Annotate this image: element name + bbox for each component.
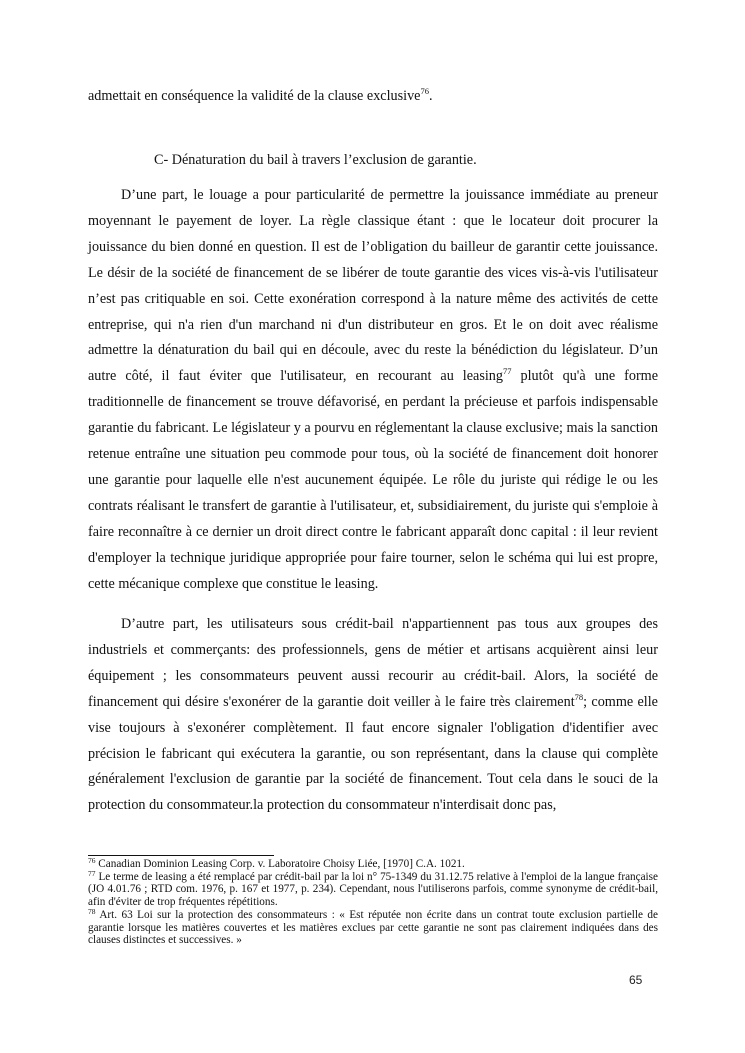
footnote-text: Canadian Dominion Leasing Corp. v. Laboratoire Choisy Liée, [1970] C.A. 1021. <box>95 858 465 870</box>
footnote-text: Le terme de leasing a été remplacé par crédit-bail par la loi n° 75-1349 du 31.12.75 relative à l'emploi de la langue française (JO 4.01.76 ; RTD com. 1976, p. 167 et 1977, p. 234). Cependant, nous l'utiliserons parfois, comme synonyme de crédit-bail, afin d'éviter de trop fréquentes répétitions. <box>88 870 658 909</box>
footnote-ref-76[interactable]: 76 <box>420 86 429 96</box>
paragraph-1-part-1: D’une part, le louage a pour particularité de permettre la jouissance immédiate au preneur moyennant le payement de loyer. La règle classique étant : que le locateur doit procurer la jouissance du bien donné en question. Il est de l’obligation du bailleur de garantir cette jouissance. Le désir de la société de financement de se libérer de toute garantie des vices vis-à-vis l'utilisateur n’est pas critiquable en soi. Cette exonération correspond à la nature même des activités de cette entreprise, qui n'a rien d'un marchand ni d'un distributeur en gros. Et le on doit avec réalisme admettre la dénaturation du bail qui en découle, avec du reste la bénédiction du législateur. D’un autre côté, il faut éviter que l'utilisateur, en recourant au leasing <box>88 187 658 385</box>
footnotes <box>88 858 658 947</box>
paragraph-2-part-1: D’autre part, les utilisateurs sous crédit-bail n'appartiennent pas tous aux groupes des industriels et commerçants: des professionnels, gens de métier et artisans acquièrent ainsi leur équipement ; les consommateurs peuvent aussi recourir au crédit-bail. Alors, la société de financement qui désire s'exonérer de la garantie doit veiller à le faire très clairement <box>88 616 658 710</box>
footnote-ref-77[interactable]: 77 <box>503 366 512 377</box>
intro-text: admettait en conséquence la validité de la clause exclusive <box>88 88 421 104</box>
footnote-text: Art. 63 Loi sur la protection des consommateurs : « Est réputée non écrite dans un contrat toute exclusion partielle de garantie lorsque les matières couvertes et les matières exclues par cette garantie ne sont pas clairement indiquées dans des clauses distinctes et successives. » <box>88 908 658 947</box>
footnote-77 <box>88 868 658 909</box>
intro-end: . <box>428 88 433 104</box>
footnote-number: 78 <box>88 906 96 916</box>
footnote-ref-78[interactable]: 78 <box>574 691 584 702</box>
paragraph-2 <box>88 612 658 819</box>
footnote-separator <box>88 855 274 856</box>
paragraph-1 <box>88 183 658 598</box>
intro-line <box>88 84 658 110</box>
footnote-number: 76 <box>88 856 96 865</box>
section-heading: C- Dénaturation du bail à travers l’exclusion de garantie. <box>154 152 477 168</box>
page-number: 65 <box>629 973 643 987</box>
footnote-76 <box>88 858 658 871</box>
paragraph-1-part-2: plutôt qu'à une forme traditionnelle de financement se trouve défavorisé, en perdant la précieuse et parfois indispensable garantie du fabricant. Le législateur y a pourvu en réglementant la clause exclusive; mais la sanction retenue entraîne une situation peu commode pour tous, où la société de financement doit honorer une garantie pour laquelle elle n'est aucunement équipée. Le rôle du juriste qui rédige le ou les contrats réalisant le transfert de garantie à l'utilisateur, et, subsidiairement, du juriste qui s'emploie à faire reconnaître à ce dernier un droit direct contre le fabricant apparaît donc capital : il leur revient d'employer la technique juridique appropriée pour faire tourner, selon le schéma qui lui est propre, cette mécanique complexe que constitue le leasing. <box>88 368 659 592</box>
footnote-78 <box>88 906 658 947</box>
paragraph-2-part-2: ; comme elle vise toujours à s'exonérer complètement. Il faut encore signaler l'obligation d'identifier avec précision le fabricant qui exécutera la garantie, ou son représentant, dans la clause qui complète généralement l'exclusion de garantie par la société de financement. Tout cela dans le souci de la protection du consommateur.la protection du consommateur n'interdisait donc pas, <box>88 693 658 814</box>
footnote-number: 77 <box>88 868 96 878</box>
